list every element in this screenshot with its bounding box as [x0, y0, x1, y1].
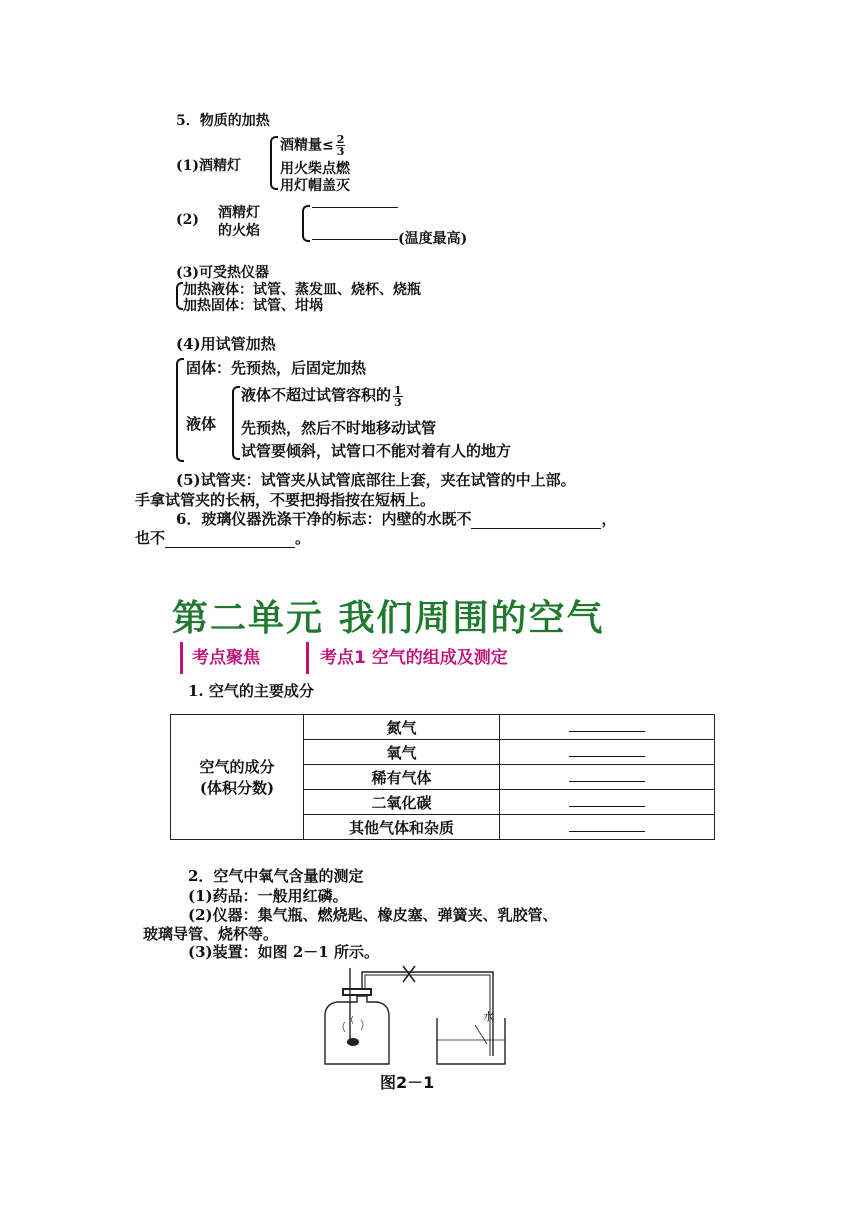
- table-cell-name: 二氧化碳: [304, 790, 500, 815]
- table-cell-blank: [500, 765, 715, 790]
- glassware-line-2: 也不 。: [135, 529, 311, 547]
- water-label: 水: [483, 1010, 494, 1023]
- q2-heading: 2．空气中氧气含量的测定: [188, 867, 364, 885]
- brace-heatable: [176, 282, 183, 310]
- glassware-blank-1: [471, 514, 601, 529]
- table-cell-blank: [500, 815, 715, 840]
- flame-note: (温度最高): [398, 231, 468, 247]
- heatable-solid: 加热固体：试管、坩埚: [183, 298, 323, 314]
- q2-instruments-1: (2)仪器：集气瓶、燃烧匙、橡皮塞、弹簧夹、乳胶管、: [188, 906, 558, 924]
- table-rowhead: 空气的成分 (体积分数): [171, 715, 304, 840]
- brace-flame: [302, 205, 310, 242]
- flame-blank-1: [312, 207, 398, 208]
- beaker: [437, 1018, 505, 1064]
- table-cell-name: 氮气: [304, 715, 500, 740]
- glass-tube-inner: [365, 975, 490, 1056]
- q1-heading: 1. 空气的主要成分: [188, 682, 314, 700]
- q2-reagent: (1)药品：一般用红磷。: [188, 887, 348, 905]
- heatable-label: (3)可受热仪器: [176, 265, 269, 281]
- tube-heating-label: (4)用试管加热: [176, 335, 276, 353]
- section-5-heading: 5．物质的加热: [176, 113, 270, 129]
- brace-tube-outer: [176, 358, 184, 462]
- lamp-item-3: 用灯帽盖灭: [280, 178, 350, 194]
- gas-bottle: [325, 996, 389, 1064]
- clamp-line-2: 手拿试管夹的长柄，不要把拇指按在短柄上。: [135, 491, 436, 509]
- tube-liquid-label: 液体: [186, 415, 217, 433]
- table-cell-name: 氧气: [304, 740, 500, 765]
- spring-clamp: [403, 966, 415, 982]
- lamp-item-1: 酒精量≤ $\frac{2}{3}$: [280, 133, 345, 158]
- liquid-item-2: 先预热，然后不时地移动试管: [241, 419, 437, 437]
- table-cell-blank: [500, 740, 715, 765]
- q2-apparatus: (3)装置：如图 2－1 所示。: [188, 943, 379, 961]
- liquid-item-1: 液体不超过试管容积的 $\frac{1}{3}$: [241, 383, 402, 409]
- alcohol-lamp-label: (1)酒精灯: [176, 158, 241, 174]
- brace-lamp: [270, 136, 278, 190]
- stopper-band: [344, 990, 370, 994]
- q2-instruments-2: 玻璃导管、烧杯等。: [143, 925, 279, 943]
- tube-solid: 固体：先预热，后固定加热: [186, 359, 367, 377]
- table-cell-blank: [500, 790, 715, 815]
- figure-caption: 图2－1: [380, 1073, 435, 1092]
- flame-label-num: (2): [176, 212, 199, 228]
- glassware-blank-2: [165, 533, 295, 548]
- tag-bar-right: [306, 642, 309, 674]
- table-cell-name: 其他气体和杂质: [304, 815, 500, 840]
- lamp-item-2: 用火柴点燃: [280, 161, 350, 177]
- heatable-liquid: 加热液体：试管、蒸发皿、烧杯、烧瓶: [183, 282, 421, 298]
- table-row: [171, 715, 715, 740]
- tag-bar-left: [180, 642, 183, 674]
- water-pointer: [475, 1025, 487, 1044]
- flame-marks: [343, 1016, 363, 1032]
- liquid-item-3: 试管要倾斜，试管口不能对着有人的地方: [241, 442, 512, 460]
- table-cell-name: 稀有气体: [304, 765, 500, 790]
- glass-tube: [362, 972, 493, 1056]
- table-cell-blank: [500, 715, 715, 740]
- brace-tube-liquid: [232, 386, 240, 460]
- unit2-title: 第二单元 我们周围的空气: [172, 598, 605, 639]
- glassware-line-1: 6．玻璃仪器洗涤干净的标志：内壁的水既不 ，: [176, 510, 617, 528]
- tag-focus: 考点聚焦: [192, 648, 260, 668]
- flame-label-line1: 酒精灯: [218, 205, 260, 221]
- apparatus-figure: [315, 960, 515, 1072]
- flame-blank-2: [312, 239, 398, 240]
- flame-label-line2: 的火焰: [218, 223, 260, 239]
- clamp-line-1: (5)试管夹：试管夹从试管底部往上套，夹在试管的中上部。: [176, 471, 576, 489]
- combustion-spoon: [347, 1038, 359, 1046]
- tag-topic: 考点1 空气的组成及测定: [320, 648, 508, 668]
- air-composition-table: [170, 714, 715, 840]
